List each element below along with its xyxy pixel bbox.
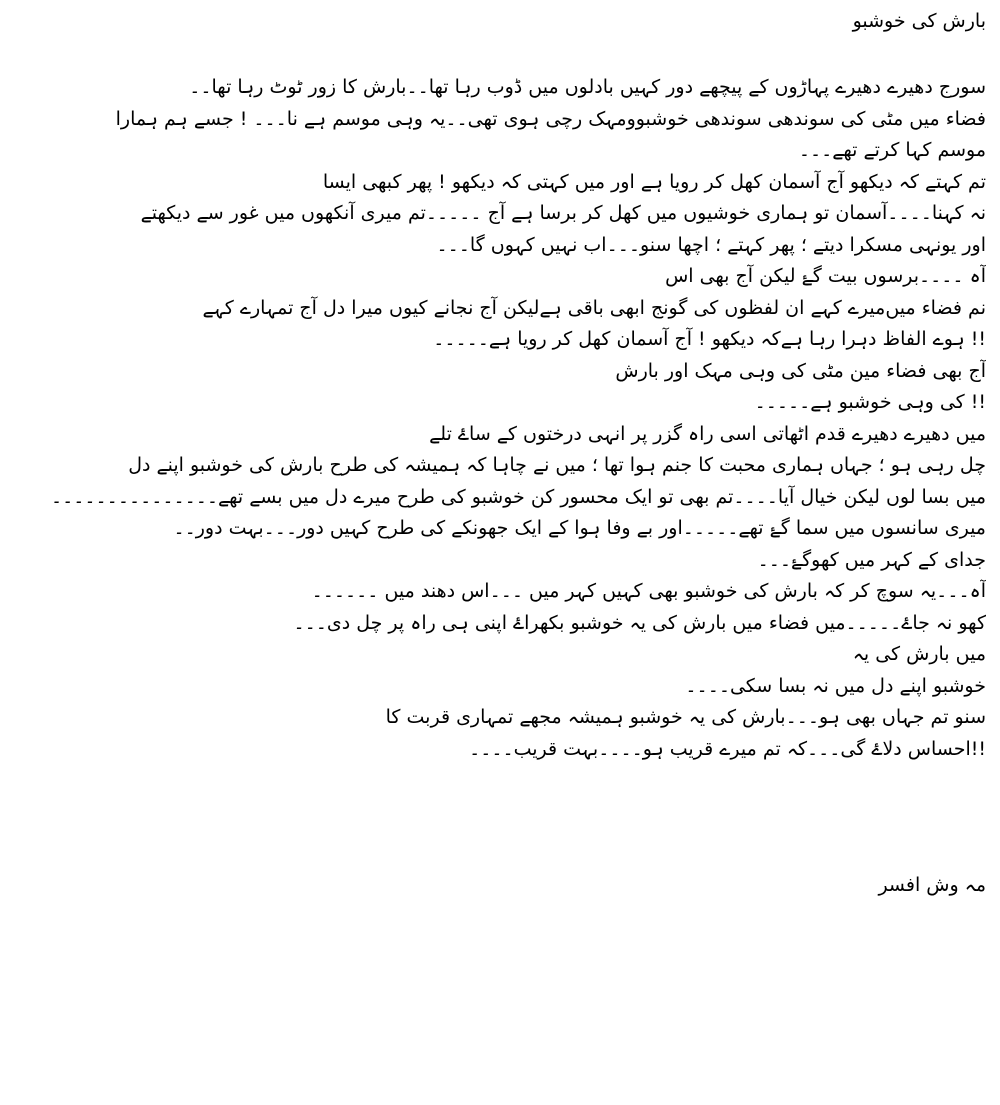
text-line: آہ۔۔۔یہ سوچ کر کہ بارش کی خوشبو بھی کہیں کہر میں ۔۔۔اس دھند میں ۔۔۔۔۔۔	[311, 580, 986, 602]
text-line: سورج دھیرے دھیرے پہاڑوں کے پیچھے دور کہیں بادلوں میں ڈوب رہا تھا۔۔بارش کا زور ٹوٹ رہا تھا۔۔	[189, 76, 986, 98]
author-signature: مہ وش افسر	[878, 874, 986, 896]
document-body	[11, 72, 986, 765]
text-line: تم کہتے کہ دیکھو آج آسمان کھل کر رویا ہے اور میں کہتی کہ دیکھو ! پھر کبھی ایسا	[322, 170, 986, 193]
text-line: جدای کے کہر میں کھوگۓ۔۔۔	[757, 548, 986, 571]
text-line: موسم کہا کرتے تھے۔۔۔	[798, 139, 986, 161]
text-line: چل رہی ہو ؛ جہاں ہماری محبت کا جنم ہوا تھا ؛ میں نے چاہا کہ ہمیشہ کی طرح بارش کی خوشبو اپنے دل	[128, 454, 986, 476]
text-line: میری سانسوں میں سما گۓ تھے۔۔۔۔۔اور بے وفا ہوا کے ایک جھونکے کی طرح کہیں دور۔۔۔بہت دور۔۔	[173, 517, 986, 539]
text-line: کھو نہ جاۓ۔۔۔۔۔میں فضاء میں بارش کی یہ خوشبو بکھراۓ اپنی ہی راہ پر چل دی۔۔۔	[293, 611, 986, 634]
text-line: اور یونہی مسکرا دیتے ؛ پھر کہتے ؛ اچھا سنو۔۔۔اب نہیں کہوں گا۔۔۔	[436, 233, 986, 256]
text-line: میں بارش کی یہ	[852, 643, 986, 665]
text-line: میں بسا لوں لیکن خیال آیا۔۔۔۔تم بھی تو ایک محسور کن خوشبو کی طرح میرے دل میں بسے تھے۔۔۔۔۔۔۔۔۔۔۔۔۔۔۔	[51, 485, 986, 508]
text-line: !!احساس دلاۓ گی۔۔۔کہ تم میرے قریب ہو۔۔۔۔بہت قریب۔۔۔۔	[469, 737, 986, 760]
text-line: نہ کہنا۔۔۔۔آسمان تو ہماری خوشیوں میں کھل کر برسا ہے آج ۔۔۔۔۔تم میری آنکھوں میں غور سے دیکھتے	[140, 202, 986, 224]
text-line: خوشبو اپنے دل میں نہ بسا سکی۔۔۔۔	[685, 674, 986, 697]
text-line: سنو تم جہاں بھی ہو۔۔۔بارش کی یہ خوشبو ہمیشہ مجھے تمہاری قربت کا	[385, 706, 986, 728]
text-line: میں دھیرے دھیرے قدم اٹھاتی اسی راہ گزر پر انہی درختوں کے ساۓ تلے	[429, 422, 986, 445]
text-line: !! کی وہی خوشبو ہے۔۔۔۔۔	[754, 391, 986, 413]
text-line: آج بھی فضاء مین مٹی کی وہی مہک اور بارش	[615, 359, 986, 382]
text-line: فضاء میں مٹی کی سوندھی سوندھی خوشبوومہک رچی ہوی تھی۔۔یہ وہی موسم ہے نا۔۔۔ ! جسے ہم ہمارا	[115, 107, 986, 130]
document-title: بارش کی خوشبو	[852, 10, 986, 32]
text-line: !! ہوے الفاظ دہرا رہا ہےکہ دیکھو ! آج آسمان کھل کر رویا ہے۔۔۔۔۔	[433, 328, 986, 350]
text-line: آہ ۔۔۔۔برسوں بیت گۓ لیکن آج بھی اس	[665, 265, 986, 287]
text-line: نم فضاء میں‌میرے کہے ان لفظوں کی گونج ابھی باقی ہےلیکن آج نجانے کیوں میرا دل آج تمہارے کہے	[202, 296, 986, 319]
